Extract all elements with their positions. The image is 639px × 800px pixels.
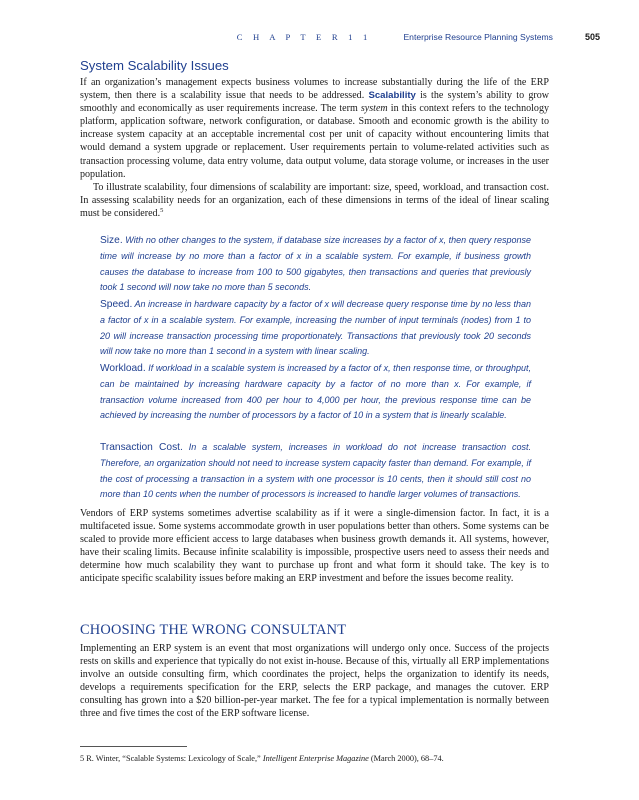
dimension-workload: Workload. If workload in a scalable system is increased by a factor of x, then response time, or throughput, can be maintained by increasing hardware capacity by a factor of no more than x. For example, if transaction volume increased from 400 per hour to 4,000 per hour, the previous response time can be achieved by increasing the number of processors by a factor of 10 in a system that is linearly scalable. [100, 363, 531, 421]
footnote-ref: 5 [160, 206, 164, 214]
scalability-conclusion [80, 507, 549, 586]
section-heading-consultant: CHOOSING THE WRONG CONSULTANT [80, 622, 347, 638]
paragraph: Vendors of ERP systems sometimes advertise scalability as if it were a single-dimension factor. In fact, it is a multifaceted issue. Some systems accommodate growth in user populations better than others. Some systems can be scaled to provide more efficient access to large databases when business growth demands it. All systems, however, have their scaling limits. Because infinite scalability is impossible, prospective users need to assess their needs and determine how much scalability they want to purchase up front and what form it should take. The key is to anticipate specific scalability issues before making an ERP investment and before the issues become reality. [80, 508, 549, 585]
key-term: Scalability [368, 90, 416, 102]
running-head [80, 32, 600, 42]
dimension-term: Workload. [100, 363, 146, 374]
section-heading-scalability: System Scalability Issues [80, 58, 229, 73]
paragraph: If an organization’s management expects business volumes to increase substantially during the life of the ERP system, then there is a scalability issue that needs to be addressed. Scalability is the system’s ability to grow smoothly and economically as user requirements increase. The term system in this context refers to the technology platform, application software, network configuration, or database. Smooth and economic growth is the ability to increase system capacity at an acceptable incremental cost per unit of capacity without encountering limits that would demand a system upgrade or replacement. User requirements pertain to volume-related activities such as transaction processing volume, data entry volume, data output volume, data storage volume, or increases in the user population. [80, 77, 549, 180]
consultant-body [80, 642, 549, 721]
dimension-speed: Speed. An increase in hardware capacity by a factor of x will decrease query response time by no less than a factor of x in a scalable system. For example, increasing the number of input terminals (nodes) from 1 to 20 will increase transaction processing time proportionately. Transactions that previously took 20 seconds will now take no more than 1 second in a system with linear scaling. [100, 299, 531, 357]
dimension-term: Speed. [100, 299, 133, 310]
chapter-label: C H A P T E R 1 1 [236, 32, 372, 42]
footnote: 5 R. Winter, “Scalable Systems: Lexicology of Scale,” Intelligent Enterprise Magazine (March 2000), 68–74. [80, 754, 444, 763]
scalability-intro [80, 76, 549, 220]
dimension-term: Size. [100, 235, 123, 246]
dimension-size: Size. With no other changes to the system, if database size increases by a factor of x, then query response time will increase by no more than a factor of x in a scalable system. For example, if business growth causes the database to increase from 100 to 500 gigabytes, then transactions and queries that previously took 1 second will now take no more than 5 seconds. [100, 235, 531, 293]
chapter-title: Enterprise Resource Planning Systems [403, 32, 553, 42]
page-number: 505 [584, 32, 600, 42]
paragraph: Implementing an ERP system is an event that most organizations will undergo only once. Success of the projects rests on skills and experience that typically do not exist in-house. Because of this, virtually all ERP implementations involve an outside consulting firm, which coordinates the project, helps the organization to identify its needs, develops a requirements specification for the ERP, selects the ERP package, and manages the cutover. ERP consulting has grown into a $20 billion-per-year market. The fee for a typical implementation is normally between three and five times the cost of the ERP software license. [80, 643, 549, 720]
footnote-divider [80, 746, 187, 747]
paragraph: To illustrate scalability, four dimensions of scalability are important: size, speed, workload, and transaction cost. In assessing scalability needs for an organization, each of these dimensions in terms of the ideal of linear scaling must be considered.$^5$ [80, 181, 549, 219]
dimension-transaction-cost: Transaction Cost. In a scalable system, increases in workload do not increase transaction cost. Therefore, an organization should not need to increase system capacity faster than demand. For example, if the cost of processing a transaction in a system with one processor is 10 cents, then it should still cost no more than 10 cents when the number of processors is increased to handle larger volumes of transactions. [100, 442, 531, 500]
dimension-term: Transaction Cost. [100, 442, 183, 453]
